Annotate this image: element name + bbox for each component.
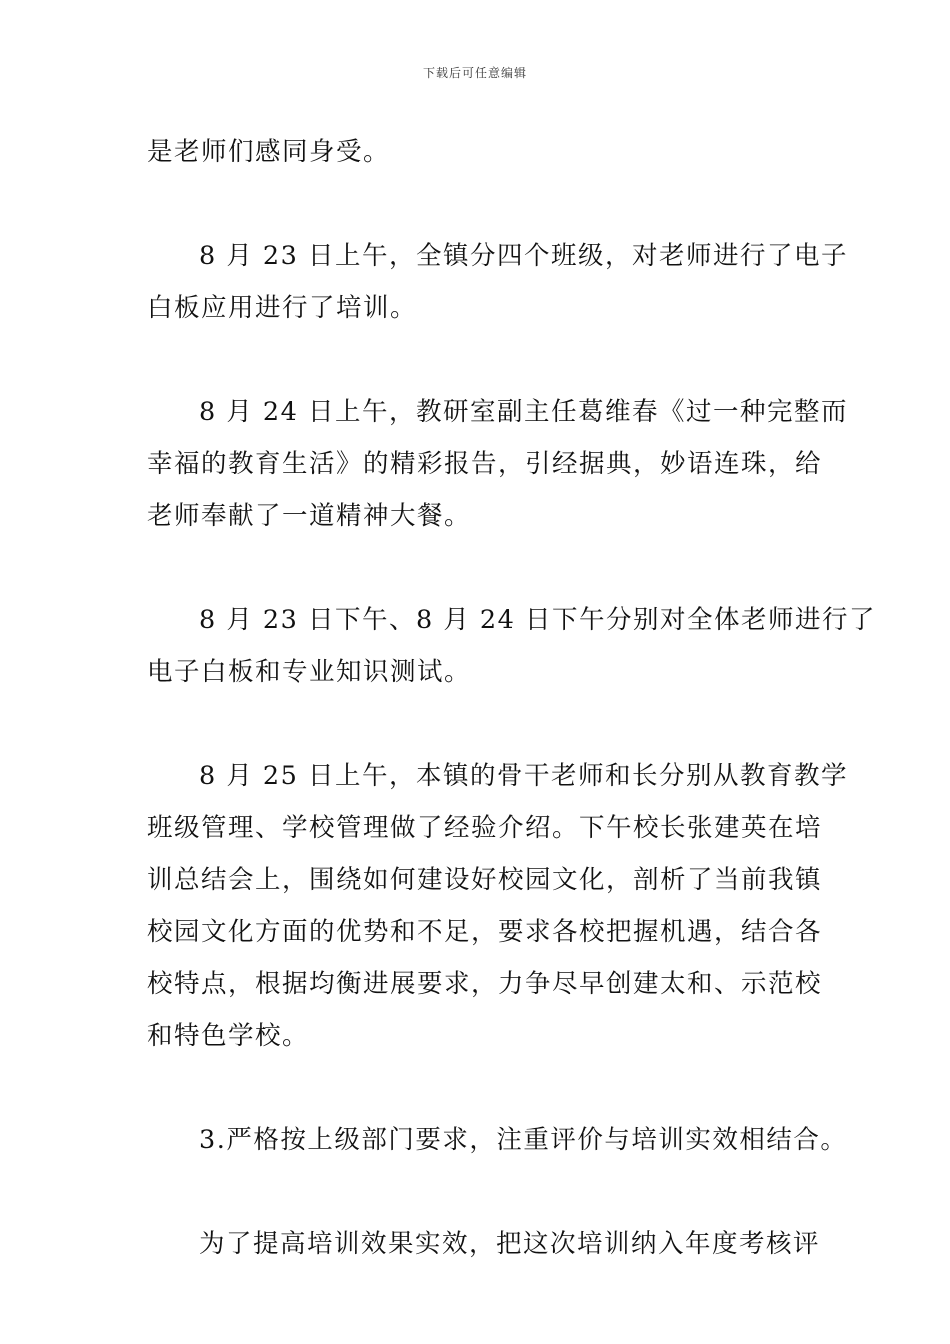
- paragraph-6: [147, 1114, 848, 1166]
- paragraph-line: 幸福的教育生活》的精彩报告，引经据典，妙语连珠，给: [147, 449, 823, 479]
- paragraph-line: 和特色学校。: [147, 1021, 310, 1051]
- paragraph-line: 是老师们感同身受。: [147, 137, 391, 167]
- paragraph-line: 电子白板和专业知识测试。: [147, 657, 472, 687]
- paragraph-line: 8 月 25 日上午，本镇的骨干老师和长分别从教育教学: [199, 761, 848, 791]
- page-header: 下载后可任意编辑: [422, 66, 527, 80]
- paragraph-3: [147, 386, 848, 542]
- paragraph-line: 白板应用进行了培训。: [147, 293, 418, 323]
- paragraph-line: 班级管理、学校管理做了经验介绍。下午校长张建英在培: [147, 813, 823, 843]
- paragraph-2: [147, 230, 848, 334]
- paragraph-5: [147, 750, 848, 1062]
- paragraph-line: 老师奉献了一道精神大餐。: [147, 501, 472, 531]
- paragraph-7: [147, 1218, 821, 1270]
- paragraph-line: 为了提高培训效果实效，把这次培训纳入年度考核评: [199, 1229, 821, 1259]
- paragraph-line: 8 月 23 日下午、8 月 24 日下午分别对全体老师进行了: [199, 605, 876, 635]
- paragraph-line: 训总结会上，围绕如何建设好校园文化，剖析了当前我镇: [147, 865, 823, 895]
- paragraph-line: 校特点，根据均衡进展要求，力争尽早创建太和、示范校: [147, 969, 823, 999]
- paragraph-line: 3.严格按上级部门要求，注重评价与培训实效相结合。: [199, 1125, 848, 1155]
- paragraph-line: 校园文化方面的优势和不足，要求各校把握机遇，结合各: [147, 917, 823, 947]
- document-body: [147, 126, 876, 1270]
- paragraph-4: [147, 594, 876, 698]
- paragraph-line: 8 月 23 日上午，全镇分四个班级，对老师进行了电子: [199, 241, 848, 271]
- paragraph-1: [147, 126, 807, 178]
- paragraph-line: 8 月 24 日上午，教研室副主任葛维春《过一种完整而: [199, 397, 848, 427]
